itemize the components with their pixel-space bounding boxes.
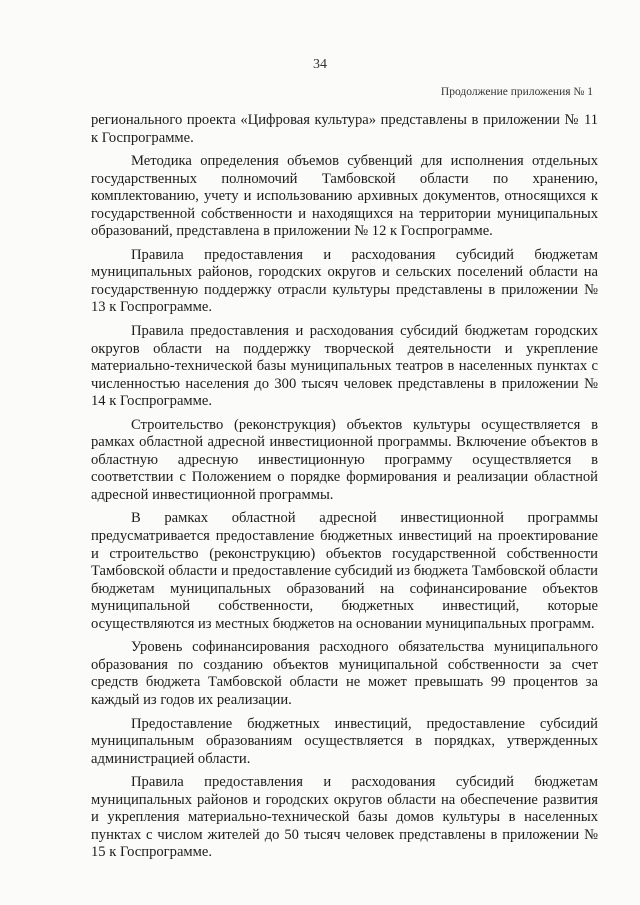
paragraph-9: Правила предоставления и расходования субсидий бюджетам муниципальных районов и городских округов области на обеспечение развития и укрепления материально-технической базы домов культуры в населенных пунктах с числом жителей до 50 тысяч человек представлены в приложении № 15 к Госпрограмме. [91,774,598,861]
paragraph-5: Строительство (реконструкция) объектов культуры осуществляется в рамках областной адресной инвестиционной программы. Включение объектов в областную адресную инвестиционную программу осуществляется в соответствии с Положением о порядке формирования и реализации областной адресной инвестиционной программы. [91,416,598,503]
paragraph-2: Методика определения объемов субвенций для исполнения отдельных государственных полномочий Тамбовской области по хранению, комплектованию, учету и использованию архивных документов, относящихся к государственной собственности и находящихся на территории муниципальных образований, представлена в приложении № 12 к Госпрограмме. [91,153,598,240]
appendix-continuation-note: Продолжение приложения № 1 [440,86,593,98]
document-body [91,112,598,868]
paragraph-3: Правила предоставления и расходования субсидий бюджетам муниципальных районов, городских округов и сельских поселений области на государственную поддержку отрасли культуры представлены в приложении № 13 к Госпрограмме. [91,246,598,316]
paragraph-6: В рамках областной адресной инвестиционной программы предусматривается предоставление бюджетных инвестиций на проектирование и строительство (реконструкцию) объектов государственной собственности Тамбовской области и предоставление субсидий из бюджета Тамбовской области бюджетам муниципальных образований на софинансирование объектов муниципальной собственности, бюджетных инвестиций, которые осуществляются из местных бюджетов на основании муниципальных программ. [91,510,598,632]
paragraph-8: Предоставление бюджетных инвестиций, предоставление субсидий муниципальным образованиям осуществляется в порядках, утвержденных администрацией области. [91,715,598,767]
paragraph-1: регионального проекта «Цифровая культура» представлены в приложении № 11 к Госпрограмме. [91,112,598,146]
paragraph-4: Правила предоставления и расходования субсидий бюджетам городских округов области на поддержку творческой деятельности и укрепление материально-технической базы муниципальных театров в населенных пунктах с численностью населения до 300 тысяч человек представлены в приложении № 14 к Госпрограмме. [91,323,598,410]
page-number: 34 [313,57,327,72]
paragraph-7: Уровень софинансирования расходного обязательства муниципального образования по созданию объектов муниципальной собственности за счет средств бюджета Тамбовской области не может превышать 99 процентов за каждый из годов их реализации. [91,639,598,708]
